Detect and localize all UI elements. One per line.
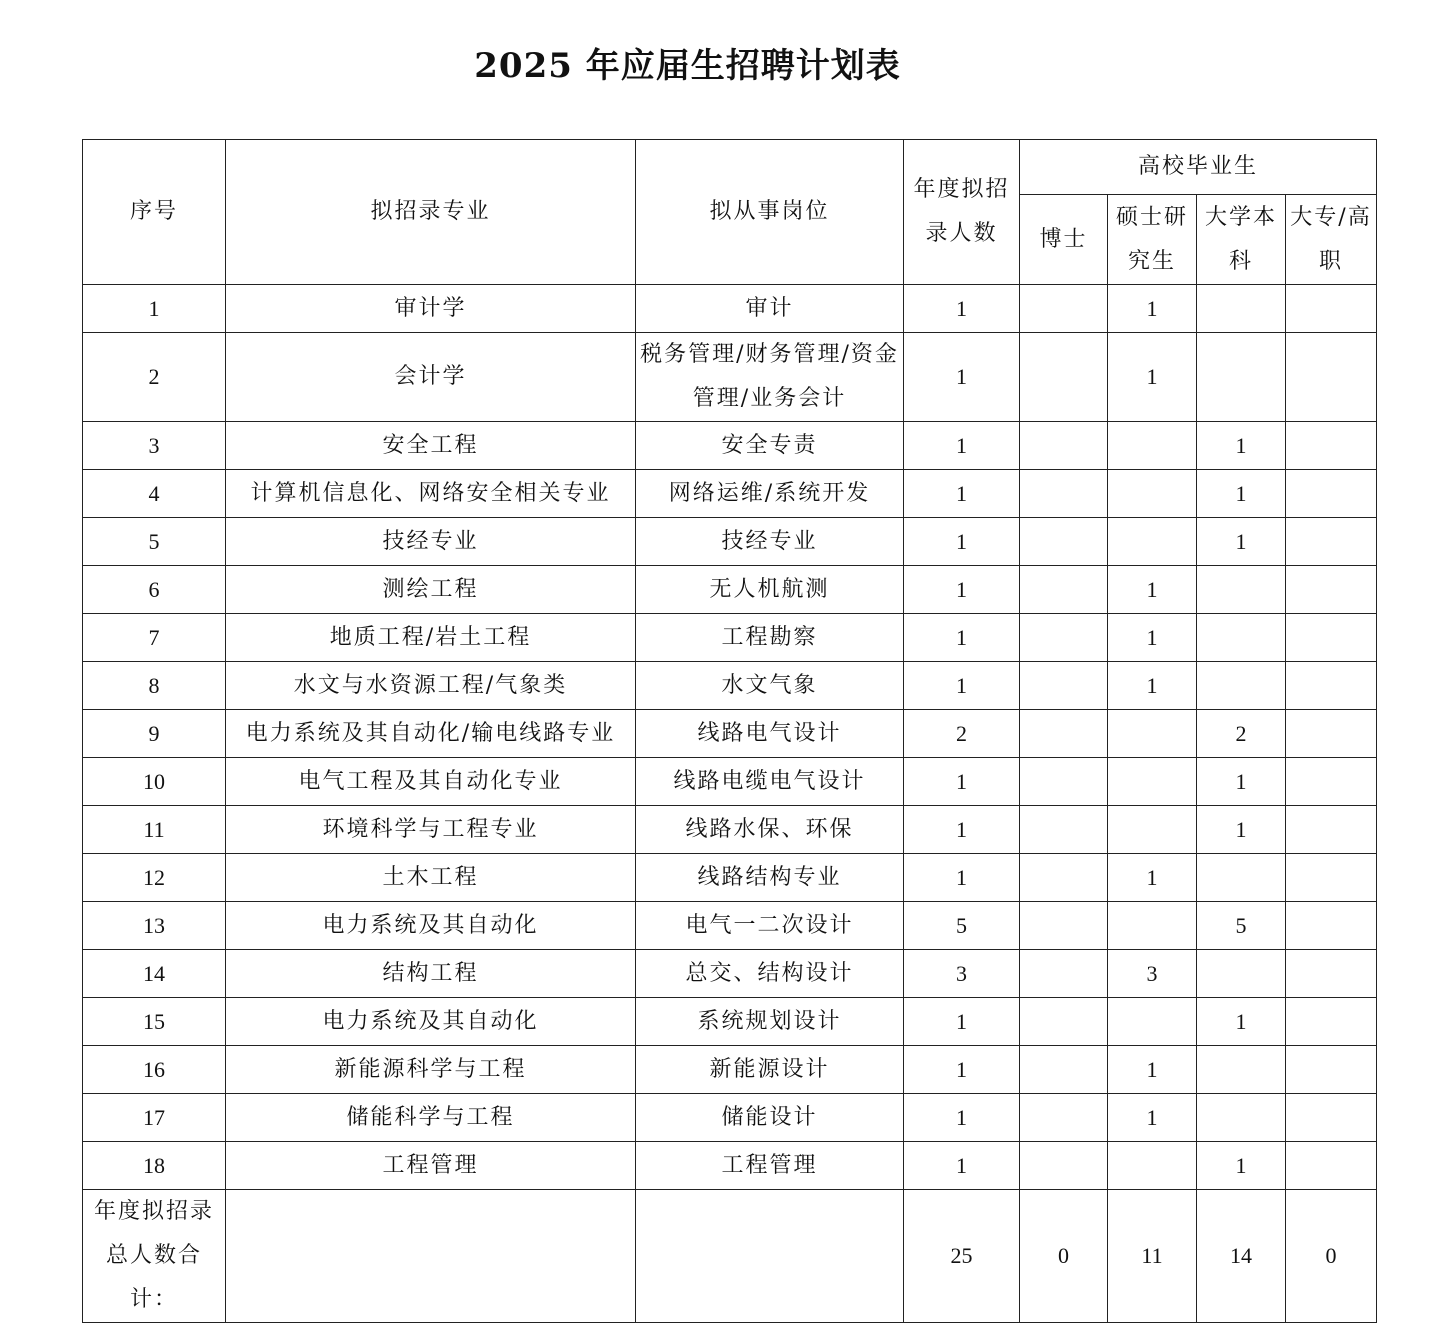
cell-position: 安全专责	[636, 422, 904, 470]
cell-phd	[1020, 662, 1108, 710]
cell-master	[1108, 470, 1197, 518]
table-row	[83, 1142, 1377, 1190]
cell-master: 1	[1108, 1094, 1197, 1142]
cell-seq: 3	[83, 422, 226, 470]
cell-college	[1286, 662, 1377, 710]
cell-seq: 14	[83, 950, 226, 998]
table-row	[83, 566, 1377, 614]
header-annual: 年度拟招录人数	[904, 140, 1020, 285]
cell-phd	[1020, 333, 1108, 422]
table-row	[83, 333, 1377, 422]
cell-position: 线路结构专业	[636, 854, 904, 902]
cell-position: 无人机航测	[636, 566, 904, 614]
cell-major: 土木工程	[226, 854, 636, 902]
cell-college	[1286, 518, 1377, 566]
header-seq: 序号	[83, 140, 226, 285]
cell-bachelor	[1197, 333, 1286, 422]
cell-bachelor	[1197, 1094, 1286, 1142]
cell-college	[1286, 285, 1377, 333]
total-master: 11	[1108, 1190, 1197, 1323]
cell-annual: 1	[904, 333, 1020, 422]
cell-phd	[1020, 1094, 1108, 1142]
cell-seq: 18	[83, 1142, 226, 1190]
cell-major: 工程管理	[226, 1142, 636, 1190]
header-graduates: 高校毕业生	[1020, 140, 1377, 195]
cell-phd	[1020, 854, 1108, 902]
cell-phd	[1020, 422, 1108, 470]
total-row	[83, 1190, 1377, 1323]
cell-annual: 1	[904, 1142, 1020, 1190]
cell-major: 安全工程	[226, 422, 636, 470]
cell-bachelor: 1	[1197, 1142, 1286, 1190]
header-major: 拟招录专业	[226, 140, 636, 285]
cell-master	[1108, 518, 1197, 566]
cell-phd	[1020, 758, 1108, 806]
cell-college	[1286, 854, 1377, 902]
cell-position: 电气一二次设计	[636, 902, 904, 950]
cell-major: 储能科学与工程	[226, 1094, 636, 1142]
cell-major: 电力系统及其自动化	[226, 998, 636, 1046]
cell-major: 新能源科学与工程	[226, 1046, 636, 1094]
cell-college	[1286, 333, 1377, 422]
page-title: 2025 年应届生招聘计划表	[474, 46, 901, 86]
table-row	[83, 422, 1377, 470]
cell-bachelor: 2	[1197, 710, 1286, 758]
header-bachelor: 大学本科	[1197, 195, 1286, 285]
table-row	[83, 614, 1377, 662]
cell-position: 工程管理	[636, 1142, 904, 1190]
cell-seq: 5	[83, 518, 226, 566]
cell-bachelor	[1197, 854, 1286, 902]
table-row	[83, 1094, 1377, 1142]
cell-master: 3	[1108, 950, 1197, 998]
cell-bachelor	[1197, 662, 1286, 710]
cell-college	[1286, 1046, 1377, 1094]
cell-phd	[1020, 518, 1108, 566]
cell-bachelor: 1	[1197, 470, 1286, 518]
cell-seq: 10	[83, 758, 226, 806]
cell-bachelor	[1197, 285, 1286, 333]
cell-annual: 1	[904, 614, 1020, 662]
header-phd: 博士	[1020, 195, 1108, 285]
cell-annual: 1	[904, 566, 1020, 614]
cell-position: 工程勘察	[636, 614, 904, 662]
cell-master: 1	[1108, 1046, 1197, 1094]
cell-phd	[1020, 614, 1108, 662]
cell-annual: 1	[904, 422, 1020, 470]
total-bachelor: 14	[1197, 1190, 1286, 1323]
cell-phd	[1020, 566, 1108, 614]
cell-seq: 12	[83, 854, 226, 902]
cell-seq: 16	[83, 1046, 226, 1094]
cell-major: 审计学	[226, 285, 636, 333]
cell-major: 水文与水资源工程/气象类	[226, 662, 636, 710]
cell-annual: 1	[904, 662, 1020, 710]
cell-college	[1286, 614, 1377, 662]
cell-seq: 1	[83, 285, 226, 333]
cell-college	[1286, 950, 1377, 998]
cell-master: 1	[1108, 285, 1197, 333]
cell-position: 系统规划设计	[636, 998, 904, 1046]
cell-master	[1108, 806, 1197, 854]
total-phd: 0	[1020, 1190, 1108, 1323]
cell-college	[1286, 758, 1377, 806]
cell-annual: 1	[904, 1046, 1020, 1094]
cell-phd	[1020, 470, 1108, 518]
cell-major: 测绘工程	[226, 566, 636, 614]
cell-position: 新能源设计	[636, 1046, 904, 1094]
cell-bachelor	[1197, 1046, 1286, 1094]
cell-seq: 2	[83, 333, 226, 422]
total-major	[226, 1190, 636, 1323]
total-position	[636, 1190, 904, 1323]
table-row	[83, 518, 1377, 566]
total-label: 年度拟招录总人数合计：	[83, 1190, 226, 1323]
table-row	[83, 902, 1377, 950]
cell-phd	[1020, 902, 1108, 950]
cell-master: 1	[1108, 333, 1197, 422]
cell-college	[1286, 710, 1377, 758]
cell-seq: 15	[83, 998, 226, 1046]
cell-bachelor	[1197, 566, 1286, 614]
cell-annual: 1	[904, 758, 1020, 806]
cell-position: 审计	[636, 285, 904, 333]
cell-seq: 6	[83, 566, 226, 614]
table-row	[83, 998, 1377, 1046]
cell-bachelor: 1	[1197, 998, 1286, 1046]
cell-position: 线路电缆电气设计	[636, 758, 904, 806]
cell-major: 计算机信息化、网络安全相关专业	[226, 470, 636, 518]
cell-position: 线路水保、环保	[636, 806, 904, 854]
header-position: 拟从事岗位	[636, 140, 904, 285]
cell-master	[1108, 422, 1197, 470]
cell-college	[1286, 902, 1377, 950]
total-annual: 25	[904, 1190, 1020, 1323]
cell-major: 技经专业	[226, 518, 636, 566]
cell-phd	[1020, 998, 1108, 1046]
cell-bachelor	[1197, 950, 1286, 998]
cell-position: 税务管理/财务管理/资金管理/业务会计	[636, 333, 904, 422]
table-row	[83, 950, 1377, 998]
cell-master	[1108, 710, 1197, 758]
cell-college	[1286, 806, 1377, 854]
cell-position: 技经专业	[636, 518, 904, 566]
header-row-1	[83, 140, 1377, 195]
cell-annual: 5	[904, 902, 1020, 950]
cell-seq: 4	[83, 470, 226, 518]
cell-master	[1108, 1142, 1197, 1190]
table-row	[83, 470, 1377, 518]
cell-bachelor: 1	[1197, 518, 1286, 566]
cell-position: 储能设计	[636, 1094, 904, 1142]
cell-bachelor: 5	[1197, 902, 1286, 950]
cell-major: 电气工程及其自动化专业	[226, 758, 636, 806]
cell-phd	[1020, 1046, 1108, 1094]
cell-college	[1286, 1094, 1377, 1142]
cell-position: 水文气象	[636, 662, 904, 710]
cell-master: 1	[1108, 662, 1197, 710]
cell-major: 会计学	[226, 333, 636, 422]
cell-bachelor: 1	[1197, 806, 1286, 854]
cell-position: 网络运维/系统开发	[636, 470, 904, 518]
cell-seq: 17	[83, 1094, 226, 1142]
table-row	[83, 662, 1377, 710]
cell-annual: 1	[904, 998, 1020, 1046]
cell-bachelor: 1	[1197, 758, 1286, 806]
header-college: 大专/高职	[1286, 195, 1377, 285]
table-row	[83, 710, 1377, 758]
cell-seq: 8	[83, 662, 226, 710]
recruitment-plan-table	[82, 139, 1377, 1323]
cell-annual: 1	[904, 470, 1020, 518]
cell-major: 电力系统及其自动化	[226, 902, 636, 950]
header-master: 硕士研究生	[1108, 195, 1197, 285]
cell-major: 环境科学与工程专业	[226, 806, 636, 854]
cell-annual: 1	[904, 285, 1020, 333]
cell-master	[1108, 902, 1197, 950]
cell-annual: 3	[904, 950, 1020, 998]
cell-seq: 11	[83, 806, 226, 854]
cell-college	[1286, 566, 1377, 614]
cell-bachelor	[1197, 614, 1286, 662]
table-row	[83, 1046, 1377, 1094]
table-row	[83, 854, 1377, 902]
table-row	[83, 285, 1377, 333]
cell-phd	[1020, 806, 1108, 854]
cell-annual: 1	[904, 854, 1020, 902]
cell-position: 线路电气设计	[636, 710, 904, 758]
cell-college	[1286, 422, 1377, 470]
cell-seq: 7	[83, 614, 226, 662]
cell-master	[1108, 998, 1197, 1046]
cell-annual: 2	[904, 710, 1020, 758]
cell-master: 1	[1108, 614, 1197, 662]
cell-master: 1	[1108, 854, 1197, 902]
cell-seq: 13	[83, 902, 226, 950]
table-row	[83, 758, 1377, 806]
cell-college	[1286, 1142, 1377, 1190]
cell-annual: 1	[904, 806, 1020, 854]
cell-major: 地质工程/岩土工程	[226, 614, 636, 662]
cell-phd	[1020, 710, 1108, 758]
cell-phd	[1020, 950, 1108, 998]
cell-seq: 9	[83, 710, 226, 758]
cell-bachelor: 1	[1197, 422, 1286, 470]
cell-annual: 1	[904, 518, 1020, 566]
cell-major: 电力系统及其自动化/输电线路专业	[226, 710, 636, 758]
cell-college	[1286, 470, 1377, 518]
cell-position: 总交、结构设计	[636, 950, 904, 998]
cell-annual: 1	[904, 1094, 1020, 1142]
cell-master: 1	[1108, 566, 1197, 614]
cell-master	[1108, 758, 1197, 806]
cell-phd	[1020, 285, 1108, 333]
cell-major: 结构工程	[226, 950, 636, 998]
table-row	[83, 806, 1377, 854]
cell-college	[1286, 998, 1377, 1046]
total-college: 0	[1286, 1190, 1377, 1323]
cell-phd	[1020, 1142, 1108, 1190]
